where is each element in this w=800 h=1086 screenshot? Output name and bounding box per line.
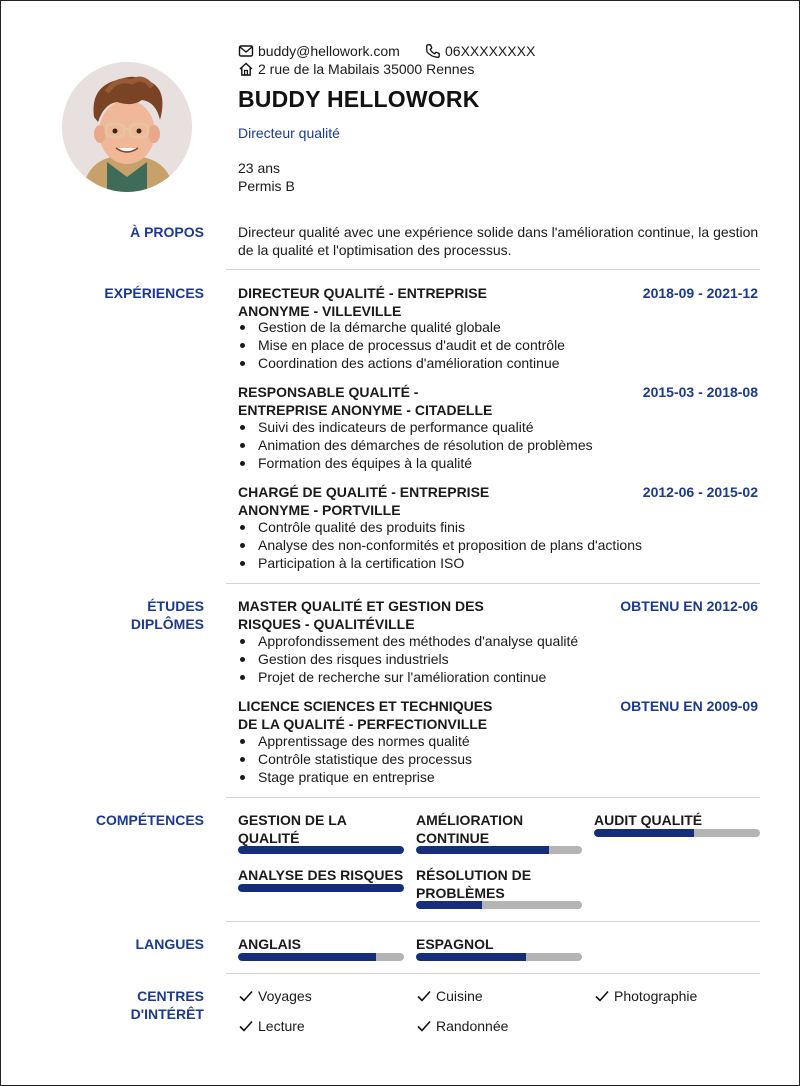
divider bbox=[226, 797, 760, 798]
list-item: Apprentissage des normes qualité bbox=[238, 732, 472, 750]
skill-bar-fill bbox=[238, 846, 404, 854]
list-item: Contrôle qualité des produits finis bbox=[238, 518, 642, 536]
list-item: Analyse des non-conformités et proposition de plans d'actions bbox=[238, 536, 642, 554]
skill-bar-fill bbox=[238, 884, 404, 892]
interest-item bbox=[416, 1017, 508, 1035]
list-item: Gestion des risques industriels bbox=[238, 650, 578, 668]
list-item: Approfondissement des méthodes d'analyse qualité bbox=[238, 632, 578, 650]
experience-bullets bbox=[238, 418, 593, 472]
education-date: OBTENU EN 2012-06 bbox=[620, 598, 758, 614]
experience-title: DIRECTEUR QUALITÉ - ENTREPRISE ANONYME - VILLEVILLE bbox=[238, 285, 487, 319]
checkmark-icon bbox=[594, 988, 610, 1004]
divider bbox=[226, 269, 760, 270]
checkmark-icon bbox=[238, 988, 254, 1004]
language-name: ESPAGNOL bbox=[416, 936, 494, 952]
experience-bullets bbox=[238, 518, 642, 572]
interest-item bbox=[416, 987, 483, 1005]
address-text: 2 rue de la Mabilais 35000 Rennes bbox=[258, 61, 475, 77]
avatar bbox=[62, 62, 192, 192]
education-bullets bbox=[238, 732, 472, 786]
experience-date: 2015-03 - 2018-08 bbox=[642, 384, 758, 400]
skill-bar-fill bbox=[594, 829, 694, 837]
education-label-line2: DIPLÔMES bbox=[130, 616, 204, 632]
interests-label-line1: CENTRES bbox=[137, 988, 204, 1004]
experience-date: 2018-09 - 2021-12 bbox=[642, 285, 758, 301]
language-name: ANGLAIS bbox=[238, 936, 301, 952]
interest-label: Voyages bbox=[258, 988, 312, 1004]
language-bar-fill bbox=[238, 953, 376, 961]
education-label-line1: ÉTUDES bbox=[147, 598, 204, 614]
skill-item bbox=[594, 811, 760, 829]
skills-label: COMPÉTENCES bbox=[95, 812, 204, 828]
skill-bar bbox=[416, 846, 582, 854]
skill-bar-fill bbox=[416, 846, 549, 854]
skill-item bbox=[416, 866, 582, 902]
interest-label: Lecture bbox=[258, 1018, 305, 1034]
education-bullets bbox=[238, 632, 578, 686]
checkmark-icon bbox=[238, 1018, 254, 1034]
checkmark-icon bbox=[416, 1018, 432, 1034]
experience-bullets bbox=[238, 318, 565, 372]
home-icon bbox=[238, 61, 254, 77]
language-bar-fill bbox=[416, 953, 526, 961]
education-title: MASTER QUALITÉ ET GESTION DES RISQUES - QUALITÉVILLE bbox=[238, 598, 484, 632]
skill-name: ANALYSE DES RISQUES bbox=[238, 867, 404, 883]
divider bbox=[226, 921, 760, 922]
interest-item bbox=[238, 987, 312, 1005]
skill-item bbox=[238, 866, 404, 884]
education-date: OBTENU EN 2009-09 bbox=[620, 698, 758, 714]
skill-bar-fill bbox=[416, 901, 482, 909]
skill-bar bbox=[594, 829, 760, 837]
email-text[interactable]: buddy@hellowork.com bbox=[258, 43, 400, 59]
skill-bar bbox=[238, 846, 404, 854]
skill-bar bbox=[416, 901, 582, 909]
list-item: Participation à la certification ISO bbox=[238, 554, 642, 572]
language-bar bbox=[416, 953, 582, 961]
job-title: Directeur qualité bbox=[238, 125, 340, 141]
list-item: Animation des démarches de résolution de problèmes bbox=[238, 436, 593, 454]
skill-name: AMÉLIORATION CONTINUE bbox=[416, 812, 524, 846]
phone-icon bbox=[425, 43, 441, 59]
interests-label bbox=[131, 987, 204, 1023]
interest-label: Photographie bbox=[614, 988, 698, 1004]
language-item bbox=[238, 935, 404, 953]
experience-title: CHARGÉ DE QUALITÉ - ENTREPRISE ANONYME - PORTVILLE bbox=[238, 484, 490, 518]
about-label: À PROPOS bbox=[130, 224, 204, 240]
interest-item bbox=[594, 987, 697, 1005]
list-item: Mise en place de processus d'audit et de contrôle bbox=[238, 336, 565, 354]
skill-name: GESTION DE LA QUALITÉ bbox=[238, 812, 347, 846]
list-item: Stage pratique en entreprise bbox=[238, 768, 472, 786]
avatar-illustration bbox=[62, 62, 192, 192]
interest-label: Randonnée bbox=[436, 1018, 509, 1034]
experience-date: 2012-06 - 2015-02 bbox=[642, 484, 758, 500]
address-row bbox=[238, 60, 474, 78]
experience-title: RESPONSABLE QUALITÉ - ENTREPRISE ANONYME - CITADELLE bbox=[238, 384, 493, 418]
language-bar bbox=[238, 953, 404, 961]
list-item: Gestion de la démarche qualité globale bbox=[238, 318, 565, 336]
phone-row bbox=[425, 42, 535, 60]
skill-item bbox=[416, 811, 582, 847]
languages-label: LANGUES bbox=[135, 936, 204, 952]
interest-label: Cuisine bbox=[436, 988, 483, 1004]
skill-bar bbox=[238, 884, 404, 892]
divider bbox=[226, 973, 760, 974]
divider bbox=[226, 583, 760, 584]
language-item bbox=[416, 935, 582, 953]
about-text: Directeur qualité avec une expérience solide dans l'amélioration continue, la gestion de la qualité et l'optimisation des processus. bbox=[238, 224, 759, 258]
age: 23 ans bbox=[238, 160, 281, 176]
email-row bbox=[238, 42, 400, 60]
list-item: Coordination des actions d'amélioration continue bbox=[238, 354, 565, 372]
candidate-name: BUDDY HELLOWORK bbox=[238, 86, 480, 112]
interests-label-line2: D'INTÉRÊT bbox=[130, 1006, 204, 1022]
list-item: Suivi des indicateurs de performance qualité bbox=[238, 418, 593, 436]
education-title: LICENCE SCIENCES ET TECHNIQUES DE LA QUALITÉ - PERFECTIONVILLE bbox=[238, 698, 493, 732]
driving-license: Permis B bbox=[238, 178, 295, 194]
envelope-icon bbox=[238, 43, 254, 59]
skill-name: RÉSOLUTION DE PROBLÈMES bbox=[416, 867, 532, 901]
phone-text[interactable]: 06XXXXXXXX bbox=[445, 43, 536, 59]
experiences-label: EXPÉRIENCES bbox=[104, 285, 204, 301]
list-item: Projet de recherche sur l'amélioration continue bbox=[238, 668, 578, 686]
list-item: Formation des équipes à la qualité bbox=[238, 454, 593, 472]
interest-item bbox=[238, 1017, 305, 1035]
education-label bbox=[131, 597, 204, 633]
skill-item bbox=[238, 811, 404, 847]
list-item: Contrôle statistique des processus bbox=[238, 750, 472, 768]
skill-name: AUDIT QUALITÉ bbox=[594, 812, 703, 828]
checkmark-icon bbox=[416, 988, 432, 1004]
